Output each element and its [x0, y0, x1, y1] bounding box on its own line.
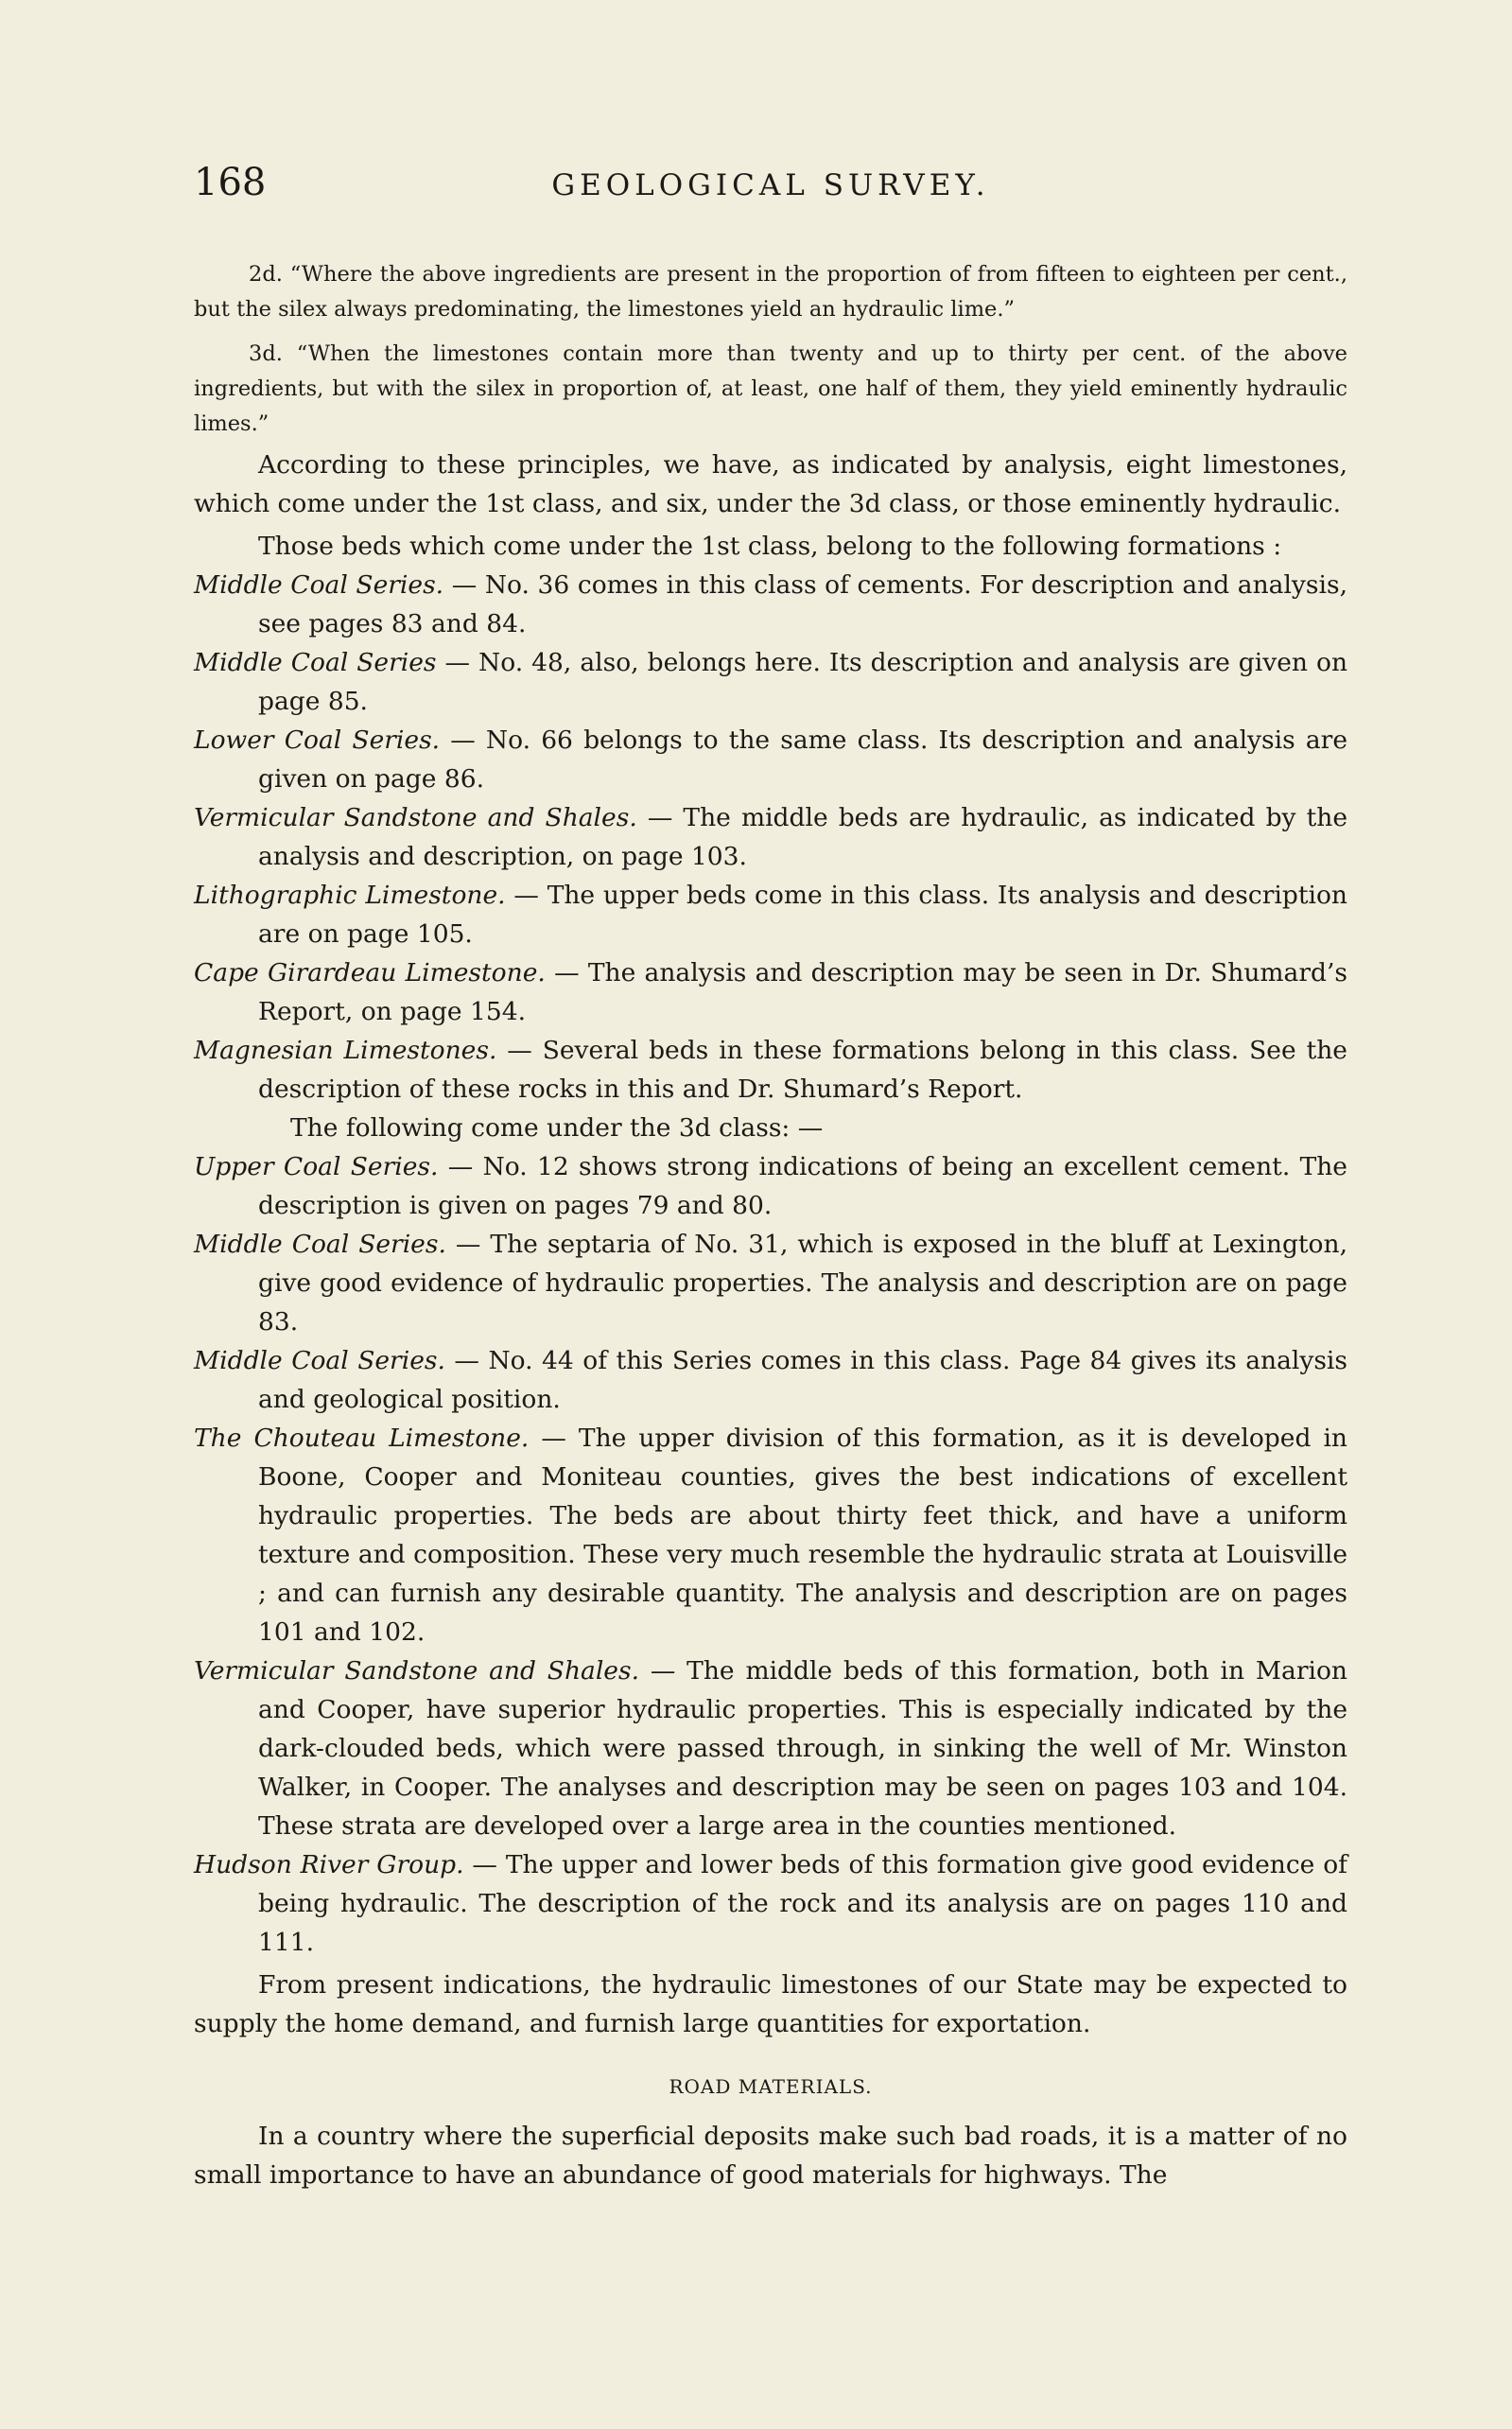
formation-name: Middle Coal Series.: [194, 1346, 445, 1375]
third-class-entry: [194, 1651, 1347, 1845]
formation-name: Cape Girardeau Limestone.: [194, 958, 546, 987]
third-class-entry: [194, 1341, 1347, 1419]
formation-name: Lower Coal Series.: [194, 725, 441, 755]
road-materials-paragraph: In a country where the superficial deposits make such bad roads, it is a matter of no small importance to have an abundance of good materials for highways. The: [194, 2122, 1347, 2190]
entry-text: — No. 44 of this Series comes in this class. Page 84 gives its analysis and geological position.: [258, 1346, 1348, 1414]
page-header: [194, 161, 1347, 218]
entry-text: — No. 66 belongs to the same class. Its description and analysis are given on page 86.: [258, 725, 1348, 794]
third-class-entry: [194, 1419, 1347, 1651]
first-class-entry: [194, 1031, 1347, 1109]
first-class-entry: [194, 876, 1347, 953]
first-class-entry: [194, 953, 1347, 1031]
formation-name: Middle Coal Series.: [194, 570, 444, 600]
section-heading: ROAD MATERIALS.: [669, 2075, 873, 2098]
third-class-entry: [194, 1225, 1347, 1341]
formation-name: Vermicular Sandstone and Shales.: [194, 1656, 639, 1686]
entry-text: — The analysis and description may be seen in Dr. Shumard’s Report, on page 154.: [258, 958, 1347, 1026]
formation-name: The Chouteau Limestone.: [194, 1424, 530, 1453]
formation-name: Lithographic Limestone.: [194, 881, 506, 910]
third-class-entry: [194, 1845, 1347, 1962]
formation-name: Upper Coal Series.: [194, 1152, 439, 1181]
formation-name: Hudson River Group.: [194, 1850, 464, 1879]
entry-text: — The septaria of No. 31, which is exposed in the bluff at Lexington, give good evidence of hydraulic properties. The analysis and description are on page 83.: [258, 1230, 1348, 1337]
formation-name: Vermicular Sandstone and Shales.: [194, 803, 637, 832]
formation-name: Magnesian Limestones.: [194, 1036, 497, 1065]
entry-text: — No. 36 comes in this class of cements. For description and analysis, see pages 83 and 84.: [258, 570, 1347, 638]
entry-text: — Several beds in these formations belong in this class. See the description of these rocks in this and Dr. Shumard’s Report.: [258, 1036, 1347, 1104]
quote-3d: 3d. “When the limestones contain more than twenty and up to thirty per cent. of the above ingredients, but with the silex in proportion of, at least, one half of them, they yield eminently hydraulic limes.”: [194, 341, 1347, 436]
third-class-entry: [194, 1147, 1347, 1225]
entry-text: — No. 12 shows strong indications of being an excellent cement. The description is given on pages 79 and 80.: [258, 1152, 1347, 1220]
running-title: GEOLOGICAL SURVEY.: [551, 168, 990, 202]
first-class-entry: [194, 798, 1347, 876]
first-class-intro: Those beds which come under the 1st class, belong to the following formations :: [258, 532, 1282, 561]
intro-paragraph: According to these principles, we have, as indicated by analysis, eight limestones, which come under the 1st class, and six, under the 3d class, or those eminently hydraulic.: [194, 450, 1347, 518]
formation-name: Middle Coal Series.: [194, 1230, 446, 1259]
third-class-intro: The following come under the 3d class: —: [290, 1113, 824, 1143]
quote-2d: 2d. “Where the above ingredients are present in the proportion of from fifteen to eighteen per cent., but the silex always predominating, the limestones yield an hydraulic lime.”: [194, 262, 1347, 322]
conclusion-paragraph: From present indications, the hydraulic limestones of our State may be expected to supply the home demand, and furnish large quantities for exportation.: [194, 1970, 1347, 2038]
entry-text: — The upper beds come in this class. Its analysis and description are on page 105.: [258, 881, 1347, 949]
first-class-entry: [194, 566, 1347, 643]
first-class-entry: [194, 643, 1347, 721]
formation-name: Middle Coal Series: [194, 648, 437, 677]
body-text: [194, 257, 1347, 2194]
entry-text: — The upper and lower beds of this formation give good evidence of being hydraulic. The description of the rock and its analysis are on pages 110 and 111.: [258, 1850, 1347, 1957]
entry-text: — The middle beds are hydraulic, as indicated by the analysis and description, on page 103.: [258, 803, 1348, 871]
page-number: 168: [194, 161, 267, 204]
entry-text: — No. 48, also, belongs here. Its description and analysis are given on page 85.: [258, 648, 1348, 716]
entry-text: — The upper division of this formation, as it is developed in Boone, Cooper and Moniteau counties, gives the best indications of excellent hydraulic properties. The beds are about thirty feet thick, and have a uniform texture and composition. These very much resemble the hydraulic strata at Louisville ; and can furnish any desirable quantity. The analysis and description are on pages 101 and 102.: [258, 1424, 1347, 1647]
entry-text: — The middle beds of this formation, both in Marion and Cooper, have superior hydraulic properties. This is especially indicated by the dark-clouded beds, which were passed through, in sinking the well of Mr. Winston Walker, in Cooper. The analyses and description may be seen on pages 103 and 104. These strata are developed over a large area in the counties mentioned.: [258, 1656, 1347, 1841]
first-class-entry: [194, 721, 1347, 798]
